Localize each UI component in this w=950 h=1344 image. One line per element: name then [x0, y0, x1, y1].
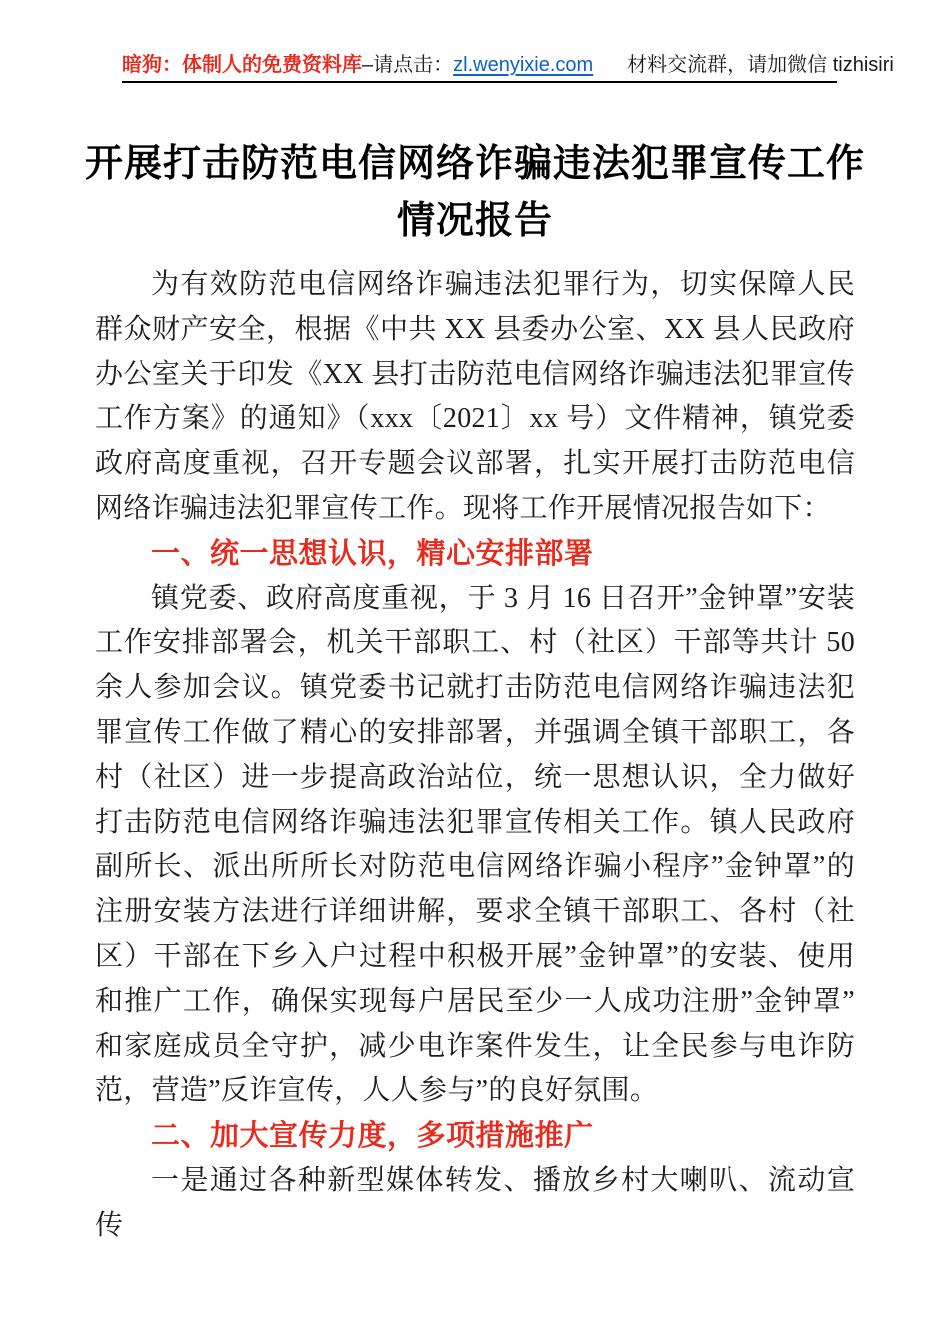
paragraph-section-2: 一是通过各种新型媒体转发、播放乡村大喇叭、流动宣传: [95, 1164, 855, 1241]
document-title: [0, 136, 950, 250]
section-heading-1: 一、统一思想认识，精心安排部署: [150, 537, 594, 570]
document-title-line-2: 情况报告: [396, 200, 553, 242]
paragraph-section-1: 镇党委、政府高度重视，于 3 月 16 日召开”金钟罩”安装工作安排部署会，机关干部职工、村（社区）干部等共计 50 余人参加会议。镇党委书记就打击防范电信网络诈骗违法犯罪宣传工作做了精心的安排部署，并强调全镇干部职工，各村（社区）进一步提高政治站位，统一思想认识，全力做好打击防范电信网络诈骗违法犯罪宣传相关工作。镇人民政府副所长、派出所所长对防范电信网络诈骗小程序”金钟罩”的注册安装方法进行详细讲解，要求全镇干部职工、各村（社区）干部在下乡入户过程中积极开展”金钟罩”的安装、使用和推广工作，确保实现每户居民至少一人成功注册”金钟罩”和家庭成员全守护，减少电诈案件发生，让全民参与电诈防范，营造”反诈宣传，人人参与”的良好氛围。: [95, 582, 855, 1107]
header-group-info: 材料交流群，请加微信 tizhisiri: [627, 54, 894, 76]
header-link[interactable]: zl.wenyixie.com: [453, 54, 594, 76]
header-text-row: [122, 0, 894, 81]
paragraph-intro: 为有效防范电信网络诈骗违法犯罪行为，切实保障人民群众财产安全，根据《中共 XX 县委办公室、XX 县人民政府办公室关于印发《XX 县打击防范电信网络诈骗违法犯罪宣传工作方案》的通知》（xxx〔2021〕xx 号）文件精神，镇党委政府高度重视，召开专题会议部署，扎实开展打击防范电信网络诈骗违法犯罪宣传工作。现将工作开展情况报告如下：: [95, 269, 855, 524]
header-click-prompt: –请点击：: [362, 54, 454, 76]
section-heading-2: 二、加大宣传力度，多项措施推广: [150, 1120, 594, 1153]
header-site-name: 暗狗：体制人的免费资料库: [122, 54, 362, 76]
document-title-line-1: 开展打击防范电信网络诈骗违法犯罪宣传工作: [84, 143, 865, 185]
page-header: [122, 0, 894, 83]
document-body: [0, 82, 950, 1249]
